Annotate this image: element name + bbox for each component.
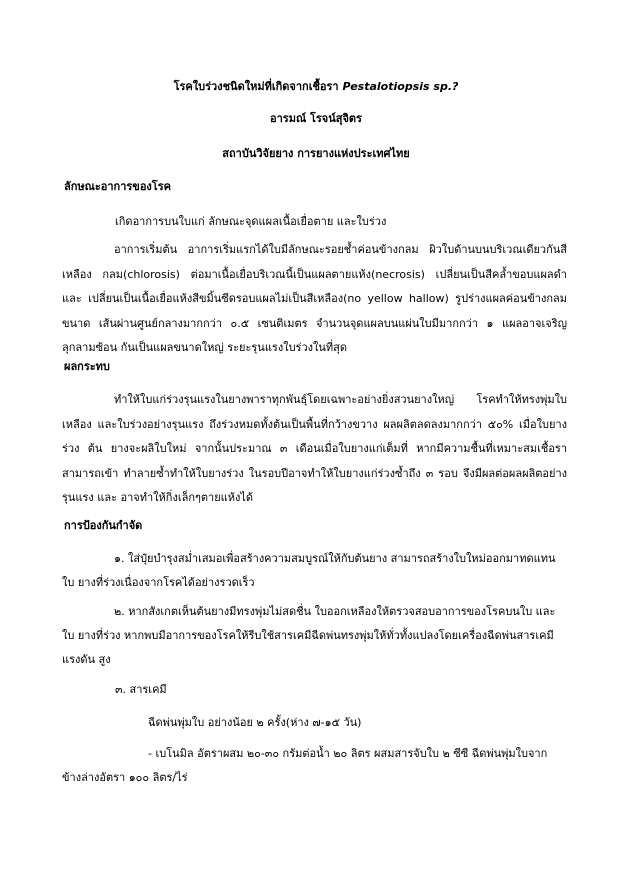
spray-instruction: ฉีดพ่นพุ่มใบ อย่างน้อย ๒ ครั้ง(ห่าง ๗-๑๕ วัน) <box>148 716 362 729</box>
symptoms-paragraph-1: เกิดอาการบนใบแก่ ลักษณะจุดแผลเนื้อเยื่อตาย และใบร่วง <box>115 215 387 228</box>
affiliation: สถาบันวิจัยยาง การยางแห่งประเทศไทย <box>222 147 410 160</box>
impact-paragraph: ทำให้ใบแก่ร่วงรุนแรงในยางพาราทุกพันธุ์โดยเฉพาะอย่างยิ่งสวนยางใหญ่ โรคทำให้ทรงพุ่มใบเหลือง และใบร่วงอย่างรุนแรง ถึงร่วงหมดทั้งต้นเป็นพื้นที่กว้างขวาง ผลผลิตลดลงมากกว่า ๕๐% เมื่อใบยางร่วง ต้น ยางจะผลิใบใหม่ จากนั้นประมาณ ๓ เดือนเมื่อใบยางแก่เต็มที่ หากมีความชื้นที่เหมาะสมเชื้อราสามารถเข้า ทำลายซ้ำทำให้ใบยางร่วง ในรอบปีอาจทำให้ใบยางแก่ร่วงซ้ำถึง ๓ รอบ จึงมีผลต่อผลผลิตอย่างรุนแรง และ อาจทำให้กิ่งเล็กๆตายแห้งได้ <box>62 393 567 505</box>
author-name: อารมณ์ โรจน์สุจิตร <box>270 112 362 125</box>
document-title <box>0 80 632 94</box>
prevention-item-3: ๓. สารเคมี <box>115 683 167 696</box>
benomyl-instruction: - เบโนมิล อัตราผสม ๒๐-๓๐ กรัมต่อน้ำ ๒๐ ลิตร ผสมสารจับใบ ๒ ซีซี ฉีดพ่นพุ่มใบจาก ข้างล่างอัตรา ๑๐๐ ลิตร/ไร่ <box>62 747 548 784</box>
title-pathogen-name: Pestalotiopsis sp.? <box>342 80 459 93</box>
title-text: โรคใบร่วงชนิดใหม่ที่เกิดจากเชื้อรา <box>173 80 343 93</box>
prevention-item-1: ๑. ใส่ปุ๋ยบำรุงสม่ำเสมอเพื่อสร้างความสมบูรณ์ให้กับต้นยาง สามารถสร้างใบใหม่ออกมาทดแทนใบ ยางที่ร่วงเนื่องจากโรคได้อย่างรวดเร็ว <box>62 552 556 589</box>
symptoms-paragraph-2: อาการเริ่มต้น อาการเริ่มแรกได้ใบมีลักษณะรอยช้ำค่อนข้างกลม ผิวใบด้านบนบริเวณเดียวกันสีเหลือง กลม(chlorosis) ต่อมาเนื้อเยื่อบริเวณนี้เป็นแผลตายแห้ง(necrosis) เปลี่ยนเป็นสีคล้ำขอบแผลดำ และ เปลี่ยนเป็นเนื้อเยื่อแห้งสีขมิ้นซีดรอบแผลไม่เป็นสีเหลือง(no yellow hallow) รูปร่างแผลค่อนข้างกลมขนาด เส้นผ่านศูนย์กลางมากกว่า ๐.๕ เซนติเมตร จำนวนจุดแผลบนแผ่นใบมีมากกว่า ๑ แผลอาจเจริญลุกลามซ้อน กันเป็นแผลขนาดใหญ่ ระยะรุนแรงใบร่วงในที่สุด <box>62 243 567 355</box>
prevention-heading: การป้องกันกำจัด <box>64 519 143 532</box>
symptoms-heading: ลักษณะอาการของโรค <box>64 180 171 193</box>
prevention-item-2: ๒. หากสังเกตเห็นต้นยางมีทรงพุ่มไม่สดชื่น ใบออกเหลืองให้ตรวจสอบอาการของโรคบนใบ และใบ ยางที่ร่วง หากพบมีอาการของโรคให้รีบใช้สารเคมีฉีดพ่นทรงพุ่มให้ทั่วทั้งแปลงโดยเครื่องฉีดพ่นสารเคมีแรงดัน สูง <box>62 605 556 666</box>
impact-heading: ผลกระทบ <box>64 360 110 373</box>
